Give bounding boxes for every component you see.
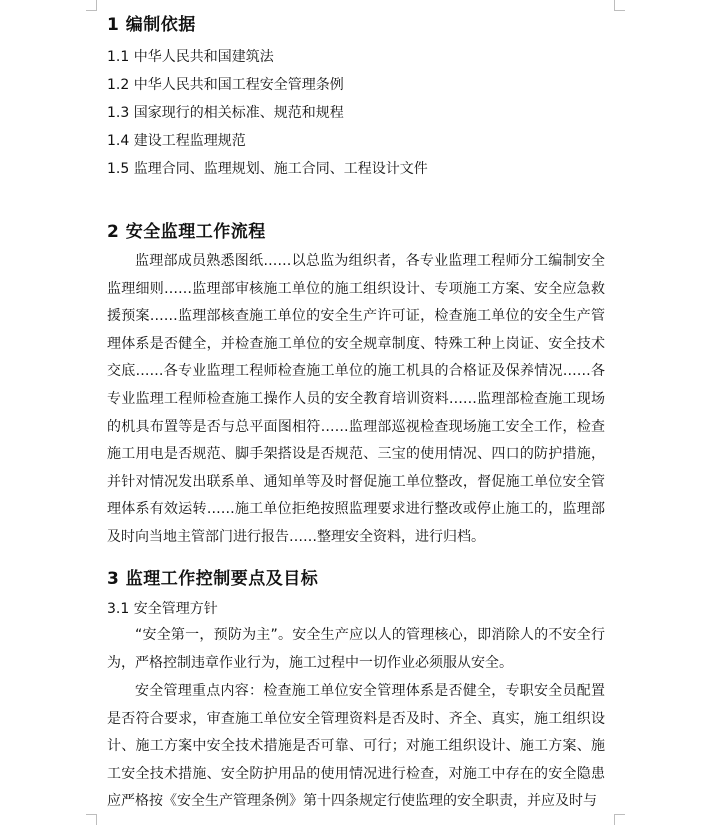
- section-3-heading: 3 监理工作控制要点及目标: [107, 569, 319, 589]
- page-corner-mark: [86, 814, 97, 825]
- list-item: 1.4 建设工程监理规范: [107, 133, 246, 149]
- section-2-heading: 2 安全监理工作流程: [107, 222, 266, 242]
- list-item: 1.3 国家现行的相关标准、规范和规程: [107, 105, 344, 121]
- list-item: 1.5 监理合同、监理规划、施工合同、工程设计文件: [107, 161, 428, 177]
- list-item: 1.2 中华人民共和国工程安全管理条例: [107, 77, 344, 93]
- section-3-paragraph: “安全第一，预防为主”。安全生产应以人的管理核心，即消除人的不安全行为，严格控制违章作业行为，施工过程中一切作业必须服从安全。: [107, 627, 605, 671]
- page-corner-mark: [86, 0, 97, 11]
- page-corner-mark: [614, 0, 625, 11]
- section-2-paragraph: 监理部成员熟悉图纸……以总监为组织者，各专业监理工程师分工编制安全监理细则……监理部审核施工单位的施工组织设计、专项施工方案、安全应急救援预案……监理部核查施工单位的安全生产许可证，检查施工单位的安全生产管理体系是否健全，并检查施工单位的安全规章制度、特殊工种上岗证、安全技术交底……各专业监理工程师检查施工单位的施工机具的合格证及保养情况……各专业监理工程师检查施工操作人员的安全教育培训资料……监理部检查施工现场的机具布置等是否与总平面图相符……监理部巡视检查现场施工安全工作，检查施工用电是否规范、脚手架搭设是否规范、三宝的使用情况、四口的防护措施，并针对情况发出联系单、通知单等及时督促施工单位整改，督促施工单位安全管理体系有效运转……施工单位拒绝按照监理要求进行整改或停止施工的，监理部及时向当地主管部门进行报告……整理安全资料，进行归档。: [107, 253, 605, 545]
- page-corner-mark: [614, 814, 625, 825]
- subsection-heading: 3.1 安全管理方针: [107, 601, 218, 617]
- section-1-heading: 1 编制依据: [107, 15, 196, 35]
- section-3-paragraph: 安全管理重点内容：检查施工单位安全管理体系是否健全，专职安全员配置是否符合要求，审查施工单位安全管理资料是否及时、齐全、真实，施工组织设计、施工方案中安全技术措施是否可靠、可行；对施工组织设计、施工方案、施工安全技术措施、安全防护用品的使用情况进行检查，对施工中存在的安全隐患应严格按《安全生产管理条例》第十四条规定行使监理的安全职责，并应及时与: [107, 683, 605, 810]
- list-item: 1.1 中华人民共和国建筑法: [107, 49, 274, 65]
